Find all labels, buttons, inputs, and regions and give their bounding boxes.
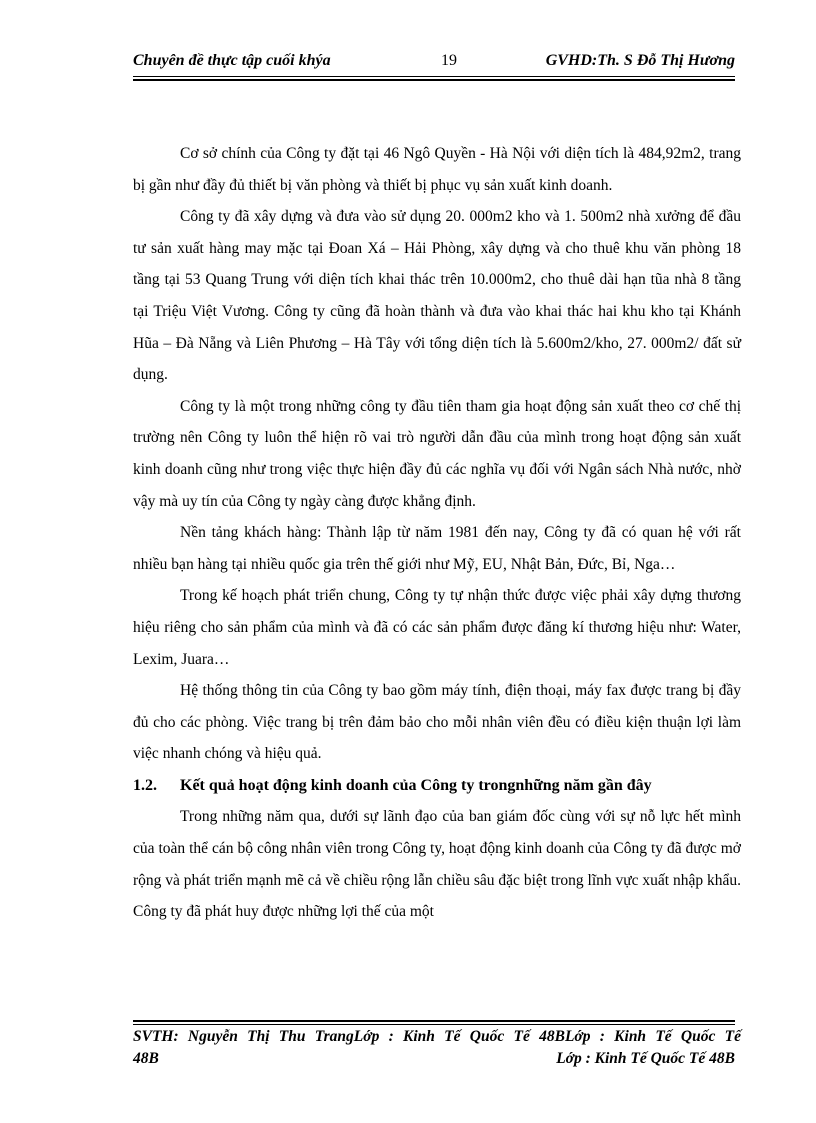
footer-divider — [133, 1020, 735, 1025]
paragraph: Cơ sở chính của Công ty đặt tại 46 Ngô Quyền - Hà Nội với diện tích là 484,92m2, trang bị gần như đầy đủ thiết bị văn phòng và thiết bị phục vụ sản xuất kinh doanh. — [133, 145, 741, 194]
page-footer — [133, 1026, 741, 1070]
paragraph: Trong kế hoạch phát triển chung, Công ty tự nhận thức được việc phải xây dựng thương hiệu riêng cho sản phẩm của mình và đã có các sản phẩm được đăng kí thương hiệu như: Water, Lexim, Juara… — [133, 587, 741, 668]
paragraph: Trong những năm qua, dưới sự lãnh đạo của ban giám đốc cùng với sự nỗ lực hết mình của toàn thể cán bộ công nhân viên trong Công ty, hoạt động kinh doanh của Công ty đã được mở rộng và phát triển mạnh mẽ cả về chiều rộng lẫn chiều sâu đặc biệt trong lĩnh vực xuất nhập khẩu. Công ty đã phát huy được những lợi thế của một — [133, 808, 741, 921]
section-title: Kết quả hoạt động kinh doanh của Công ty trongnhững năm gần đây — [180, 776, 652, 794]
section-number: 1.2. — [133, 776, 157, 794]
footer-class-right: Lớp : Kinh Tế Quốc Tế 48B — [556, 1050, 735, 1067]
header-title: Chuyên đề thực tập cuối khýa — [133, 52, 331, 69]
header-advisor: GVHD:Th. S Đỗ Thị Hương — [545, 52, 735, 69]
paragraph: Nền tảng khách hàng: Thành lập từ năm 1981 đến nay, Công ty đã có quan hệ với rất nhiều bạn hàng tại nhiều quốc gia trên thế giới như Mỹ, EU, Nhật Bản, Đức, Bỉ, Nga… — [133, 524, 741, 573]
page-number: 19 — [441, 52, 457, 69]
footer-class-left: 48B — [133, 1050, 159, 1067]
paragraph: Hệ thống thông tin của Công ty bao gồm máy tính, điện thoại, máy fax được trang bị đầy đủ cho các phòng. Việc trang bị trên đảm bảo cho mỗi nhân viên đều có điều kiện thuận lợi làm việc nhanh chóng và hiệu quả. — [133, 682, 741, 763]
document-body — [133, 138, 741, 928]
section-heading — [133, 770, 741, 802]
footer-class-line — [133, 1048, 741, 1070]
footer-student-line: SVTH: Nguyễn Thị Thu TrangLớp : Kinh Tế Quốc Tế 48BLớp : Kinh Tế Quốc Tế — [133, 1028, 741, 1045]
page-header — [133, 50, 735, 74]
paragraph: Công ty là một trong những công ty đầu tiên tham gia hoạt động sản xuất theo cơ chế thị trường nên Công ty luôn thể hiện rõ vai trò người dẫn đầu của mình trong hoạt động sản xuất kinh doanh cũng như trong việc thực hiện đầy đủ các nghĩa vụ đối với Ngân sách Nhà nước, nhờ vậy mà uy tín của Công ty ngày càng được khẳng định. — [133, 397, 741, 510]
header-divider — [133, 76, 735, 81]
paragraph: Công ty đã xây dựng và đưa vào sử dụng 20. 000m2 kho và 1. 500m2 nhà xưởng để đầu tư sản xuất hàng may mặc tại Đoan Xá – Hải Phòng, xây dựng và cho thuê khu văn phòng 18 tầng tại 53 Quang Trung với diện tích khai thác trên 10.000m2, cho thuê dài hạn tũa nhà 8 tầng tại Triệu Việt Vương. Công ty cũng đã hoàn thành và đưa vào khai thác hai khu kho tại Khánh Hũa – Đà Nẵng và Liên Phương – Hà Tây với tổng diện tích là 5.600m2/kho, 27. 000m2/ đất sử dụng. — [133, 208, 741, 384]
